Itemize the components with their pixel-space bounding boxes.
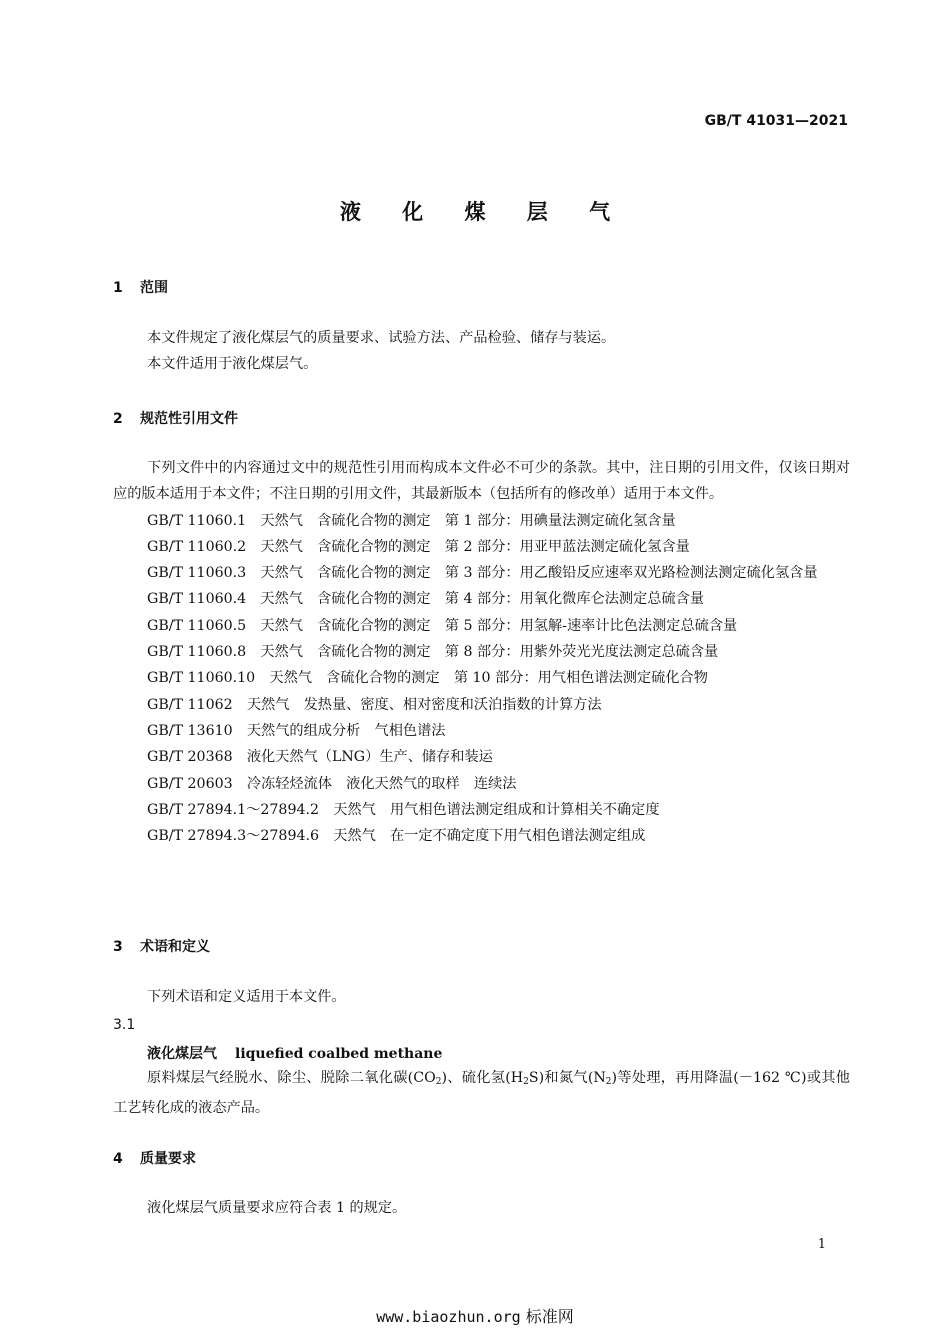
reference-item: GB/T 11060.5 天然气 含硫化合物的测定 第 5 部分：用氢解-速率计比色法测定总硫含量 (147, 617, 738, 634)
section-3-heading (113, 936, 210, 956)
term-number: 3.1 (113, 1017, 136, 1033)
def-part-2: )、硫化氢(H (441, 1070, 524, 1086)
section-2-body (113, 455, 850, 849)
reference-item: GB/T 13610 天然气的组成分析 气相色谱法 (147, 722, 446, 739)
section-4-title: 质量要求 (140, 1151, 196, 1167)
document-title: 液 化 煤 层 气 (339, 200, 628, 224)
reference-item: GB/T 27894.3～27894.6 天然气 在一定不确定度下用气相色谱法测定组成 (147, 828, 646, 845)
subscript-2: 2 (605, 1077, 612, 1087)
section-4-heading (113, 1148, 196, 1168)
section-4-number: 4 (113, 1151, 123, 1167)
footer (0, 1304, 950, 1327)
reference-item: GB/T 11060.8 天然气 含硫化合物的测定 第 8 部分：用紫外荧光光度法测定总硫含量 (147, 644, 719, 661)
section-1-paragraph: 本文件规定了液化煤层气的质量要求、试验方法、产品检验、储存与装运。 (147, 330, 616, 346)
reference-item: GB/T 11060.2 天然气 含硫化合物的测定 第 2 部分：用亚甲蓝法测定硫化氢含量 (147, 538, 690, 555)
section-3-intro: 下列术语和定义适用于本文件。 (147, 989, 346, 1005)
section-2-title: 规范性引用文件 (140, 411, 238, 427)
standard-code: GB/T 41031—2021 (704, 113, 848, 129)
term-name-zh: 液化煤层气 (147, 1046, 217, 1062)
reference-item: GB/T 11060.10 天然气 含硫化合物的测定 第 10 部分：用气相色谱法测定硫化合物 (147, 670, 708, 687)
section-2-intro: 下列文件中的内容通过文中的规范性引用而构成本文件必不可少的条款。其中，注日期的引用文件，仅该日期对应的版本适用于本文件；不注日期的引用文件，其最新版本（包括所有的修改单）适用于本文件。 (113, 460, 850, 503)
section-3-title: 术语和定义 (140, 939, 210, 955)
def-part-1: 原料煤层气经脱水、除尘、脱除二氧化碳(CO (147, 1070, 436, 1086)
reference-item: GB/T 11060.4 天然气 含硫化合物的测定 第 4 部分：用氧化微库仑法测定总硫含量 (147, 591, 705, 608)
term-name-en: liquefied coalbed methane (235, 1046, 443, 1062)
section-1-body (113, 325, 850, 378)
reference-item: GB/T 11060.3 天然气 含硫化合物的测定 第 3 部分：用乙酸铅反应速率双光路检测法测定硫化氢含量 (147, 565, 818, 582)
section-1-number: 1 (113, 280, 123, 296)
term-name (147, 1043, 442, 1063)
def-part-4: )等处理，再用降温(－162 ℃)或其他工艺转化成的液态产品。 (113, 1070, 850, 1117)
subscript-2: 2 (435, 1077, 442, 1087)
section-4-body (113, 1195, 850, 1221)
reference-item: GB/T 11062 天然气 发热量、密度、相对密度和沃泊指数的计算方法 (147, 696, 602, 713)
footer-site-name: 标准网 (525, 1307, 574, 1326)
reference-item: GB/T 20603 冷冻轻烃流体 液化天然气的取样 连续法 (147, 775, 517, 792)
section-4-paragraph: 液化煤层气质量要求应符合表 1 的规定。 (147, 1200, 407, 1216)
def-part-3: S)和氮气(N (528, 1070, 606, 1086)
section-3-intro-block (113, 984, 850, 1010)
page-number: 1 (817, 1237, 826, 1252)
section-1-paragraph: 本文件适用于液化煤层气。 (147, 356, 318, 373)
section-1-title: 范围 (140, 280, 168, 296)
footer-url[interactable]: www.biaozhun.org (376, 1308, 521, 1326)
section-2-heading (113, 408, 238, 428)
reference-item: GB/T 11060.1 天然气 含硫化合物的测定 第 1 部分：用碘量法测定硫化氢含量 (147, 512, 676, 529)
section-3-number: 3 (113, 939, 123, 955)
section-1-heading (113, 277, 168, 297)
term-definition (113, 1065, 850, 1122)
subscript-2: 2 (523, 1077, 529, 1087)
reference-item: GB/T 27894.1～27894.2 天然气 用气相色谱法测定组成和计算相关不确定度 (147, 801, 660, 818)
term-definition-text (113, 1065, 850, 1122)
section-2-number: 2 (113, 411, 123, 427)
reference-item: GB/T 20368 液化天然气（LNG）生产、储存和装运 (147, 749, 493, 766)
